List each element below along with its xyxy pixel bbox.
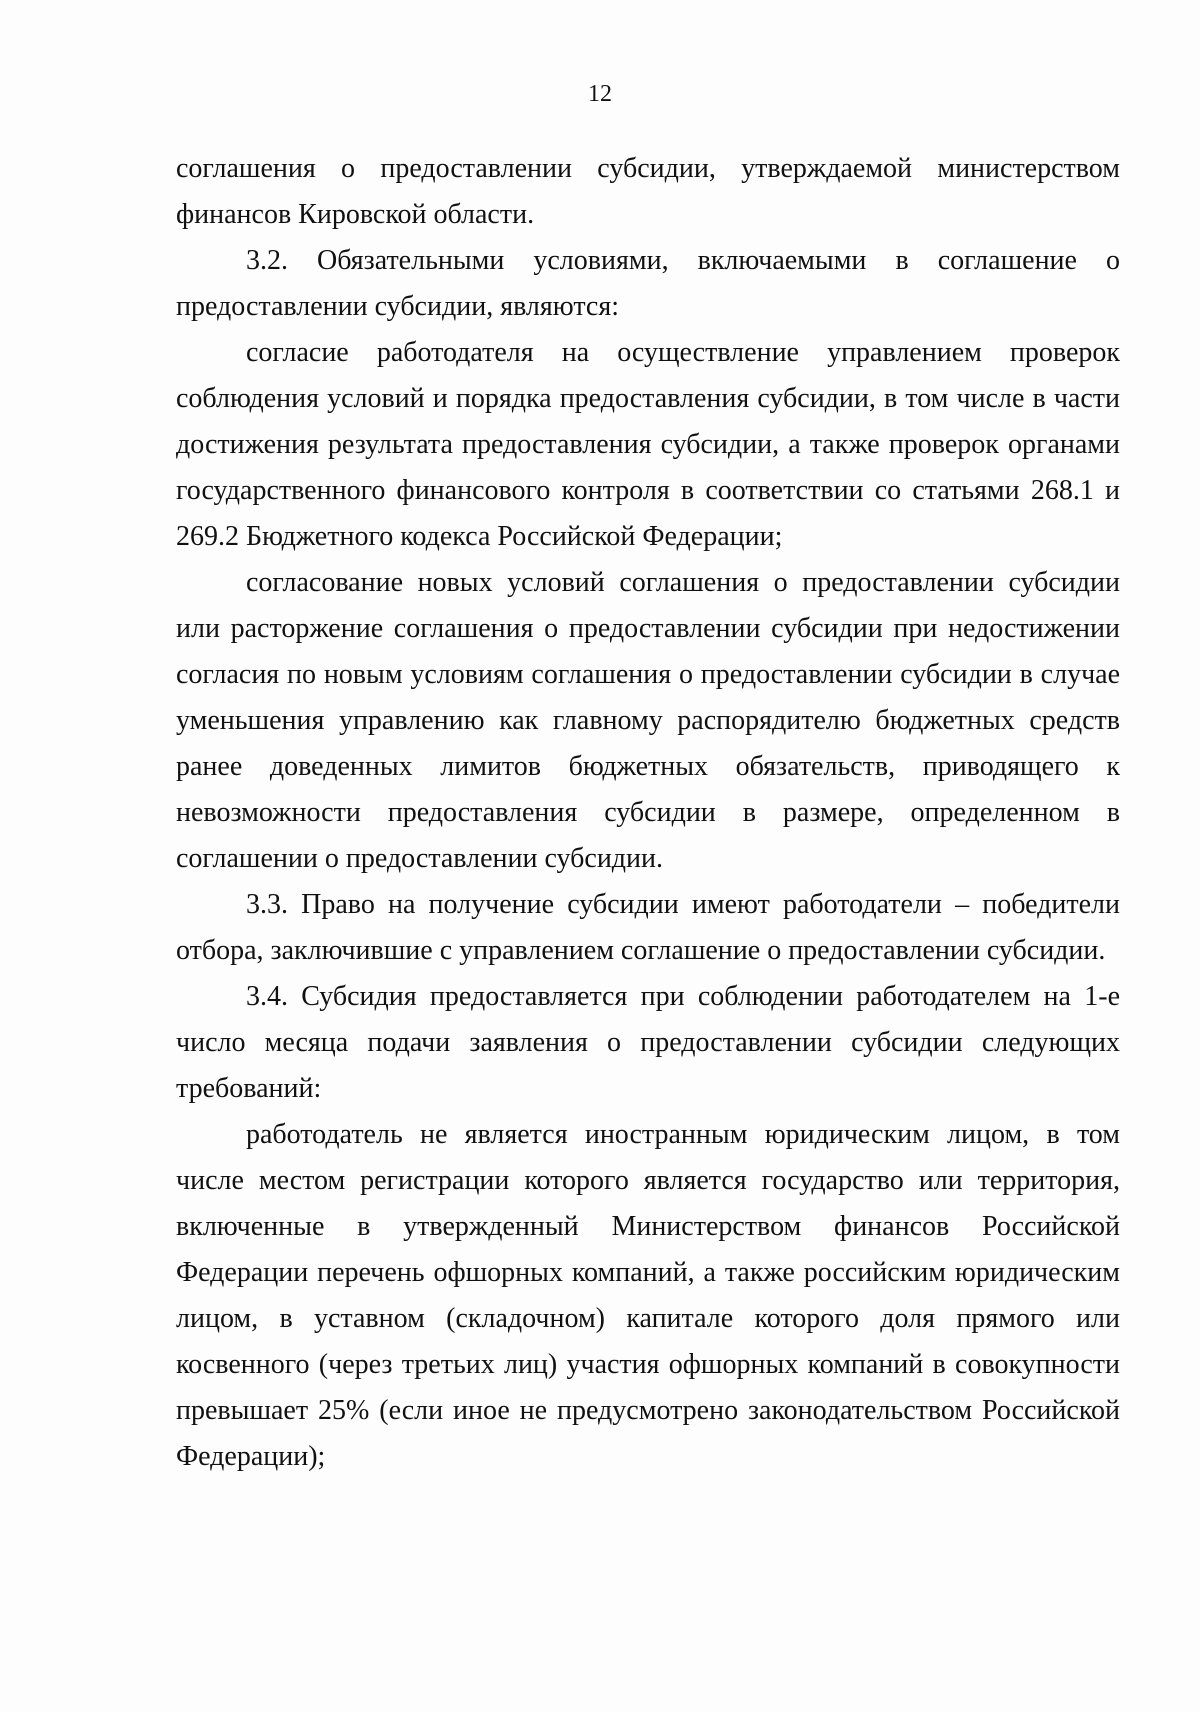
paragraph-foreign-entity: работодатель не является иностранным юридическим лицом, в том числе местом регистрации которого является государство или территория, включенные в утвержденный Министерством финансов Российской Федерации перечень офшорных компаний, а также российским юридическим лицом, в уставном (складочном) капитале которого доля прямого или косвенного (через третьих лиц) участия офшорных компаний в совокупности превышает 25% (если иное не предусмотрено законодательством Российской Федерации);	[176, 1119, 1120, 1472]
paragraph-employer-consent: согласие работодателя на осуществление управлением проверок соблюдения условий и порядка предоставления субсидии, в том числе в части достижения результата предоставления субсидии, а также проверок органами государственного финансового контроля в соответствии со статьями 268.1 и 269.2 Бюджетного кодекса Российской Федерации;	[176, 337, 1120, 552]
paragraph-3-3: 3.3. Право на получение субсидии имеют работодатели – победители отбора, заключившие с управлением соглашение о предоставлении субсидии.	[176, 889, 1120, 966]
document-body	[176, 146, 1120, 1480]
page-number: 12	[588, 81, 612, 107]
paragraph-3-4: 3.4. Субсидия предоставляется при соблюдении работодателем на 1-е число месяца подачи заявления о предоставлении субсидии следующих требований:	[176, 981, 1120, 1104]
paragraph-new-conditions: согласование новых условий соглашения о предоставлении субсидии или расторжение соглашения о предоставлении субсидии при недостижении согласия по новым условиям соглашения о предоставлении субсидии в случае уменьшения управлению как главному распорядителю бюджетных средств ранее доведенных лимитов бюджетных обязательств, приводящего к невозможности предоставления субсидии в размере, определенном в соглашении о предоставлении субсидии.	[176, 567, 1120, 874]
paragraph-3-2: 3.2. Обязательными условиями, включаемыми в соглашение о предоставлении субсидии, являются:	[176, 245, 1120, 322]
paragraph-continuation: соглашения о предоставлении субсидии, утверждаемой министерством финансов Кировской области.	[176, 153, 1120, 230]
